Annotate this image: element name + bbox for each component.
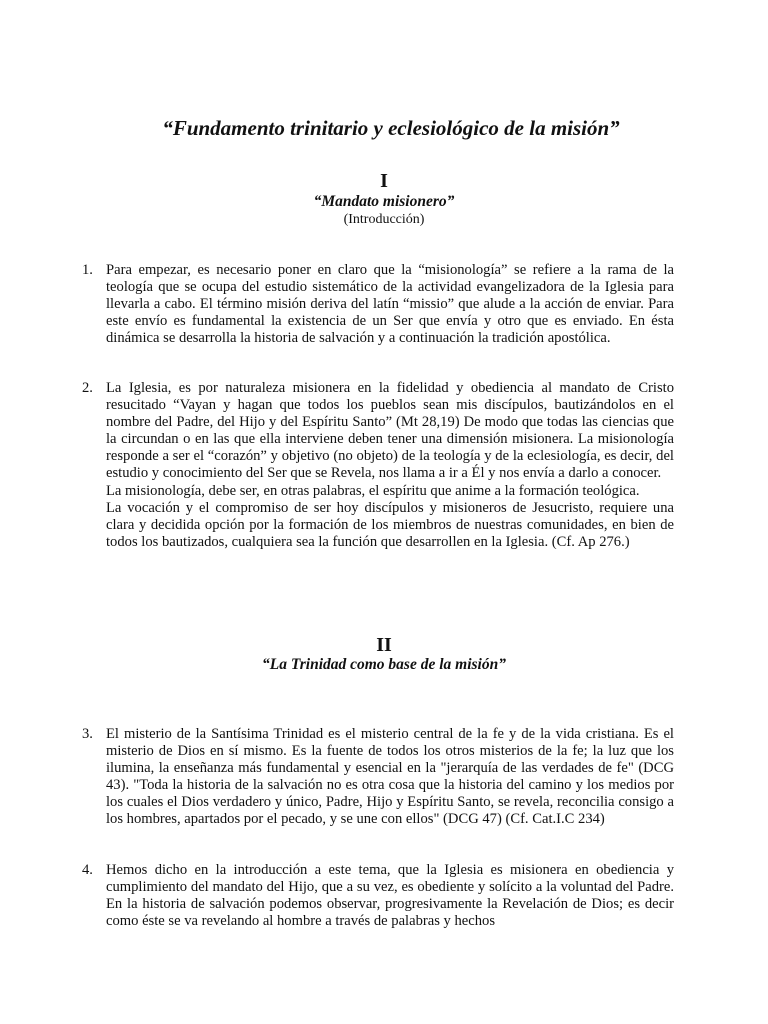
paragraph-text: Hemos dicho en la introducción a este tema, que la Iglesia es misionera en obediencia y cumplimiento del mandato del Hijo, que a su vez, es obediente y solícito a la voluntad del Padre. En la historia de salvación podemos observar, progresivamente la Revelación de Dios; es decir como éste se va revelando al hombre a través de palabras y hechos [106, 862, 674, 930]
paragraph-text: La Iglesia, es por naturaleza misionera en la fidelidad y obediencia al mandato de Cristo resucitado “Vayan y hagan que todos los pueblos sean mis discípulos, bautizándolos en el nombre del Padre, del Hijo y del Espíritu Santo” (Mt 28,19) De modo que todas las ciencias que la circundan o en las que ella interviene deben tener una dimensión misionera. La misionología responde a ser el “corazón” y objetivo (no objeto) de la teología y de la eclesiología, es decir, del estudio y conocimiento del Ser que se Revela, nos llama a ir a Él y nos envía a darlo a conocer. [106, 380, 674, 482]
numbered-paragraph-3 [82, 726, 674, 829]
document-title: “Fundamento trinitario y eclesiológico de la misión” [162, 116, 620, 140]
paragraph-number: 4. [82, 862, 93, 878]
section-numeral-2: II [376, 634, 392, 656]
section-note-1: (Introducción) [343, 212, 425, 227]
section-numeral-1: I [380, 170, 388, 192]
paragraph-text: La misionología, debe ser, en otras palabras, el espíritu que anime a la formación teológica. [106, 482, 640, 499]
paragraph-number: 2. [82, 380, 93, 396]
paragraph-number: 3. [82, 726, 93, 742]
numbered-paragraph-2 [82, 380, 674, 551]
section-heading-1: “Mandato misionero” [313, 193, 455, 210]
paragraph-text: El misterio de la Santísima Trinidad es el misterio central de la fe y de la vida cristiana. Es el misterio de Dios en sí mismo. Es la fuente de todos los otros misterios de la fe; la luz que los ilumina, la enseñanza más fundamental y esencial en la "jerarquía de las verdades de fe" (DCG 43). "Toda la historia de la salvación no es otra cosa que la historia del camino y los medios por los cuales el Dios verdadero y único, Padre, Hijo y Espíritu Santo, se revela, reconcilia consigo a los hombres, apartados por el pecado, y se une con ellos" (DCG 47) (Cf. Cat.I.C 234) [106, 726, 674, 828]
section-heading-2: “La Trinidad como base de la misión” [262, 656, 506, 673]
numbered-paragraph-1 [82, 262, 674, 347]
paragraph-text: La vocación y el compromiso de ser hoy discípulos y misioneros de Jesucristo, requiere una clara y decidida opción por la formación de los miembros de nuestras comunidades, en bien de todos los bautizados, cualquiera sea la función que desarrollen en la Iglesia. (Cf. Ap 276.) [106, 499, 674, 550]
numbered-paragraph-4 [82, 862, 674, 930]
paragraph-number: 1. [82, 262, 93, 278]
paragraph-text: Para empezar, es necesario poner en claro que la “misionología” se refiere a la rama de la teología que se ocupa del estudio sistemático de la actividad evangelizadora de la Iglesia para llevarla a cabo. El término misión deriva del latín “missio” que alude a la acción de enviar. Para este envío es fundamental la existencia de un Ser que envía y otro que es enviado. En ésta dinámica se desarrolla la historia de salvación y a continuación la tradición apostólica. [106, 262, 674, 347]
